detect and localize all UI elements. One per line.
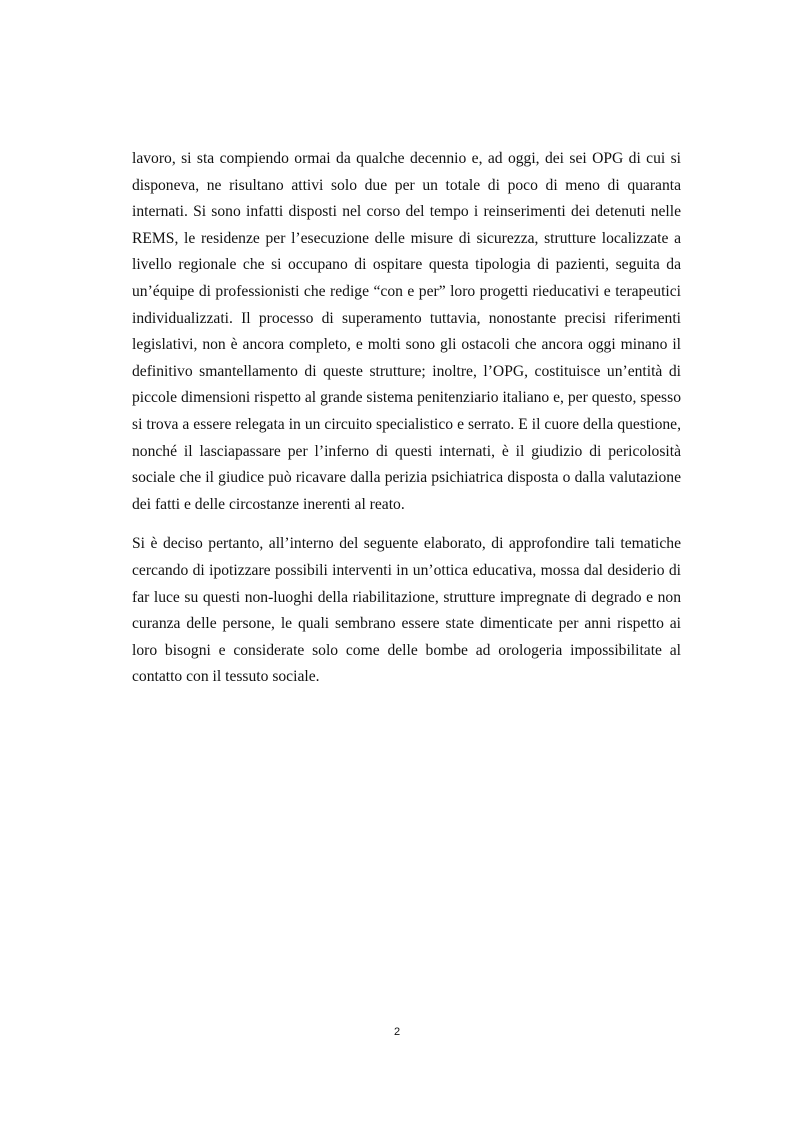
body-text	[132, 146, 681, 691]
paragraph-2: Si è deciso pertanto, all’interno del seguente elaborato, di approfondire tali tematiche cercando di ipotizzare possibili interventi in un’ottica educativa, mossa dal desiderio di far luce su questi non-luoghi della riabilitazione, strutture impregnate di degrado e non curanza delle persone, le quali sembrano essere state dimenticate per anni rispetto ai loro bisogni e considerate solo come delle bombe ad orologeria impossibilitate al contatto con il tessuto sociale.	[132, 535, 681, 686]
page-number: 2	[393, 1026, 401, 1038]
paragraph-1: lavoro, si sta compiendo ormai da qualche decennio e, ad oggi, dei sei OPG di cui si disponeva, ne risultano attivi solo due per un totale di poco di meno di quaranta internati. Si sono infatti disposti nel corso del tempo i reinserimenti dei detenuti nelle REMS, le residenze per l’esecuzione delle misure di sicurezza, strutture localizzate a livello regionale che si occupano di ospitare questa tipologia di pazienti, seguita da un’équipe di professionisti che redige “con e per” loro progetti rieducativi e terapeutici individualizzati. Il processo di superamento tuttavia, nonostante precisi riferimenti legislativi, non è ancora completo, e molti sono gli ostacoli che ancora oggi minano il definitivo smantellamento di queste strutture; inoltre, l’OPG, costituisce un’entità di piccole dimensioni rispetto al grande sistema penitenziario italiano e, per questo, spesso si trova a essere relegata in un circuito specialistico e serrato. E il cuore della questione, nonché il lasciapassare per l’inferno di questi internati, è il giudizio di pericolosità sociale che il giudice può ricavare dalla perizia psichiatrica disposta o dalla valutazione dei fatti e delle circostanze inerenti al reato.	[132, 150, 681, 513]
